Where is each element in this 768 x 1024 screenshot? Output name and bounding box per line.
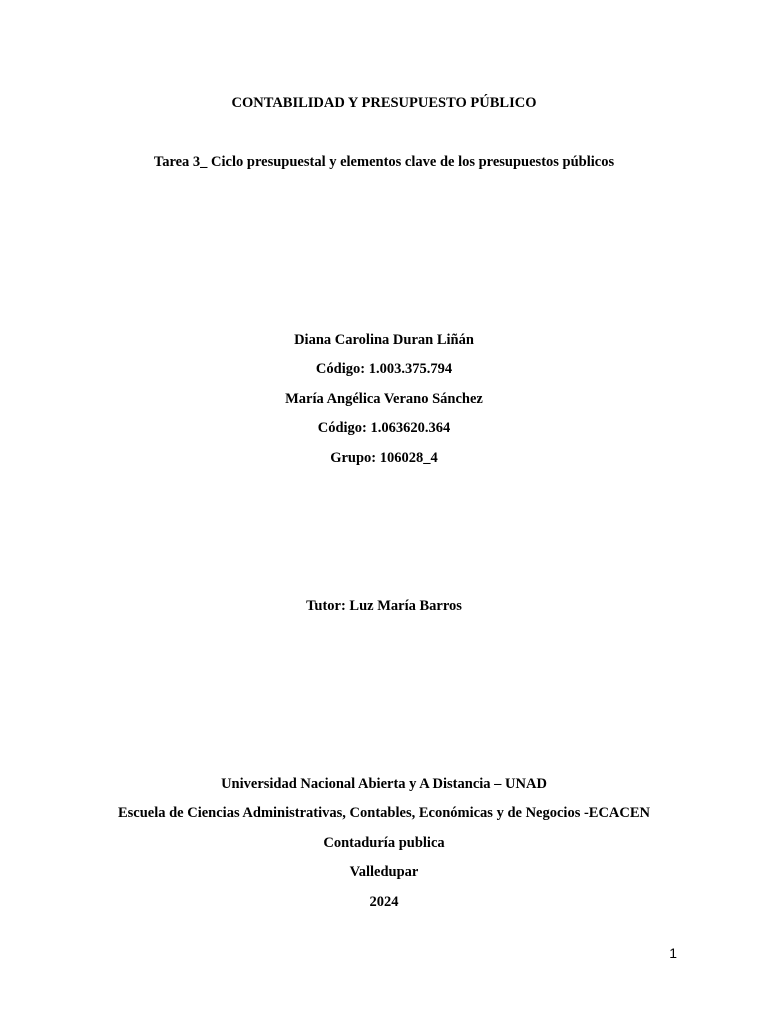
tutor-name: Tutor: Luz María Barros — [306, 598, 462, 614]
author-name: Diana Carolina Duran Liñán — [294, 332, 474, 348]
course-title: CONTABILIDAD Y PRESUPUESTO PÚBLICO — [231, 95, 537, 111]
program-name: Contaduría publica — [323, 835, 445, 851]
city-name: Valledupar — [349, 864, 419, 880]
author-code: Código: 1.063620.364 — [317, 420, 451, 436]
group-code: Grupo: 106028_4 — [330, 450, 438, 466]
author-name: María Angélica Verano Sánchez — [285, 391, 483, 407]
page-number: 1 — [669, 945, 677, 961]
university-name: Universidad Nacional Abierta y A Distancia – UNAD — [221, 776, 547, 792]
school-name: Escuela de Ciencias Administrativas, Contables, Económicas y de Negocios -ECACEN — [117, 805, 651, 821]
assignment-title: Tarea 3_ Ciclo presupuestal y elementos clave de los presupuestos públicos — [153, 154, 615, 170]
year: 2024 — [369, 894, 399, 910]
author-code: Código: 1.003.375.794 — [315, 361, 453, 377]
